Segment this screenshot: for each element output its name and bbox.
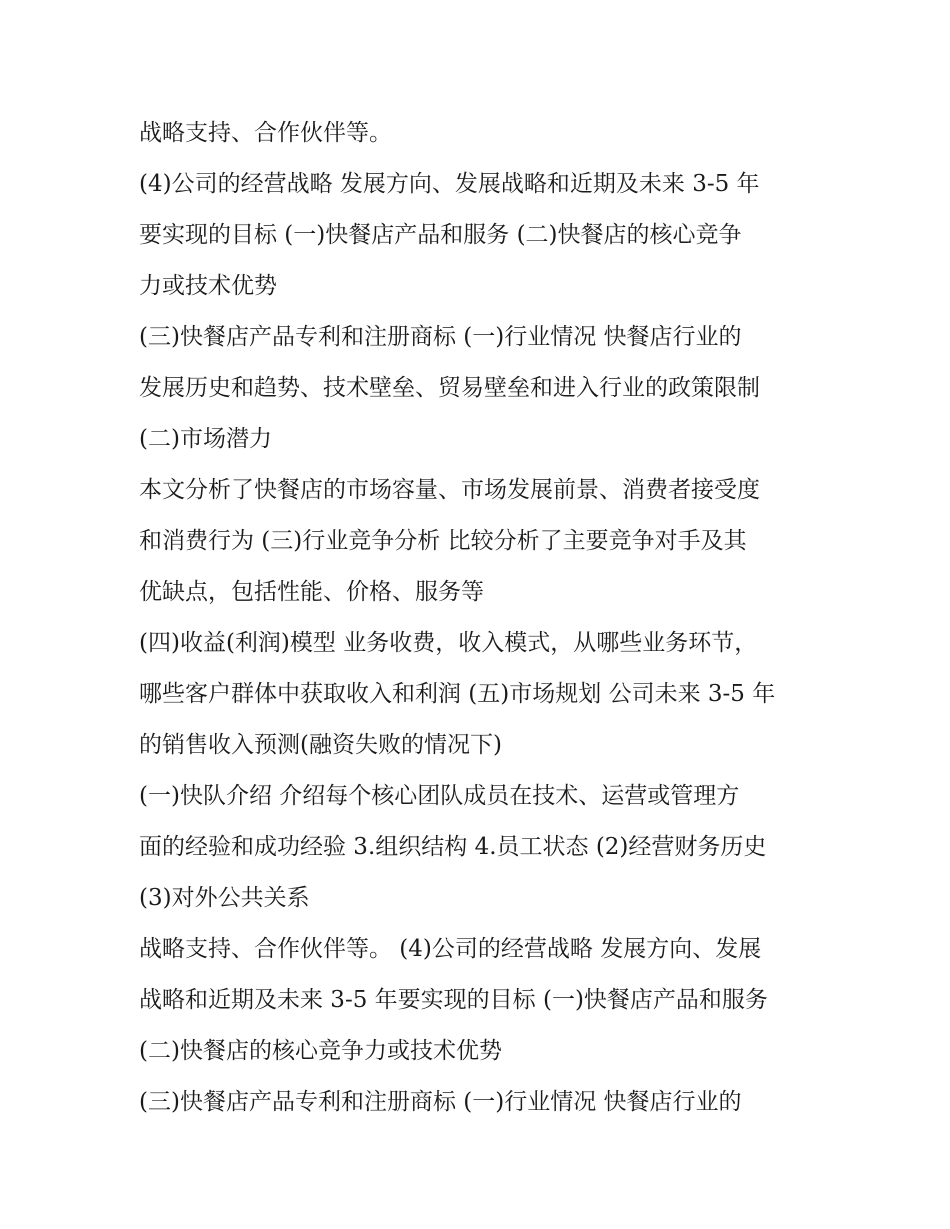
paragraph	[139, 618, 819, 771]
text-line: 发展历史和趋势、技术壁垒、贸易壁垒和进入行业的政策限制	[139, 375, 760, 401]
text-line: 面的经验和成功经验 3.组织结构 4.员工状态 (2)经营财务历史	[139, 834, 767, 860]
paragraph	[139, 1077, 819, 1128]
text-line: (4)公司的经营战略 发展方向、发展战略和近期及未来 3-5 年	[139, 171, 760, 197]
text-line: 本文分析了快餐店的市场容量、市场发展前景、消费者接受度	[139, 477, 760, 503]
text-line: (二)快餐店的核心竞争力或技术优势	[139, 1038, 502, 1064]
text-line: (四)收益(利润)模型 业务收费，收入模式，从哪些业务环节，	[139, 630, 758, 656]
paragraph	[139, 771, 819, 924]
paragraph	[139, 924, 819, 1077]
text-line: (3)对外公共关系	[139, 885, 310, 911]
document-body	[139, 108, 819, 1128]
text-line: (二)市场潜力	[139, 426, 272, 452]
text-line: 要实现的目标 (一)快餐店产品和服务 (二)快餐店的核心竞争	[139, 222, 742, 248]
paragraph	[139, 465, 819, 618]
text-line: 优缺点，包括性能、价格、服务等	[139, 579, 484, 605]
paragraph	[139, 108, 819, 159]
text-line: 战略支持、合作伙伴等。	[139, 120, 392, 146]
paragraph	[139, 159, 819, 312]
text-line: (三)快餐店产品专利和注册商标 (一)行业情况 快餐店行业的	[139, 1089, 742, 1115]
text-line: (三)快餐店产品专利和注册商标 (一)行业情况 快餐店行业的	[139, 324, 742, 350]
text-line: 战略和近期及未来 3-5 年要实现的目标 (一)快餐店产品和服务	[139, 987, 768, 1013]
text-line: 的销售收入预测(融资失败的情况下)	[139, 732, 502, 758]
text-line: 力或技术优势	[139, 273, 277, 299]
text-line: 和消费行为 (三)行业竞争分析 比较分析了主要竞争对手及其	[139, 528, 747, 554]
text-line: (一)快队介绍 介绍每个核心团队成员在技术、运营或管理方	[139, 783, 740, 809]
paragraph	[139, 312, 819, 465]
text-line: 战略支持、合作伙伴等。 (4)公司的经营战略 发展方向、发展	[139, 936, 762, 962]
text-line: 哪些客户群体中获取收入和利润 (五)市场规划 公司未来 3-5 年	[139, 681, 776, 707]
